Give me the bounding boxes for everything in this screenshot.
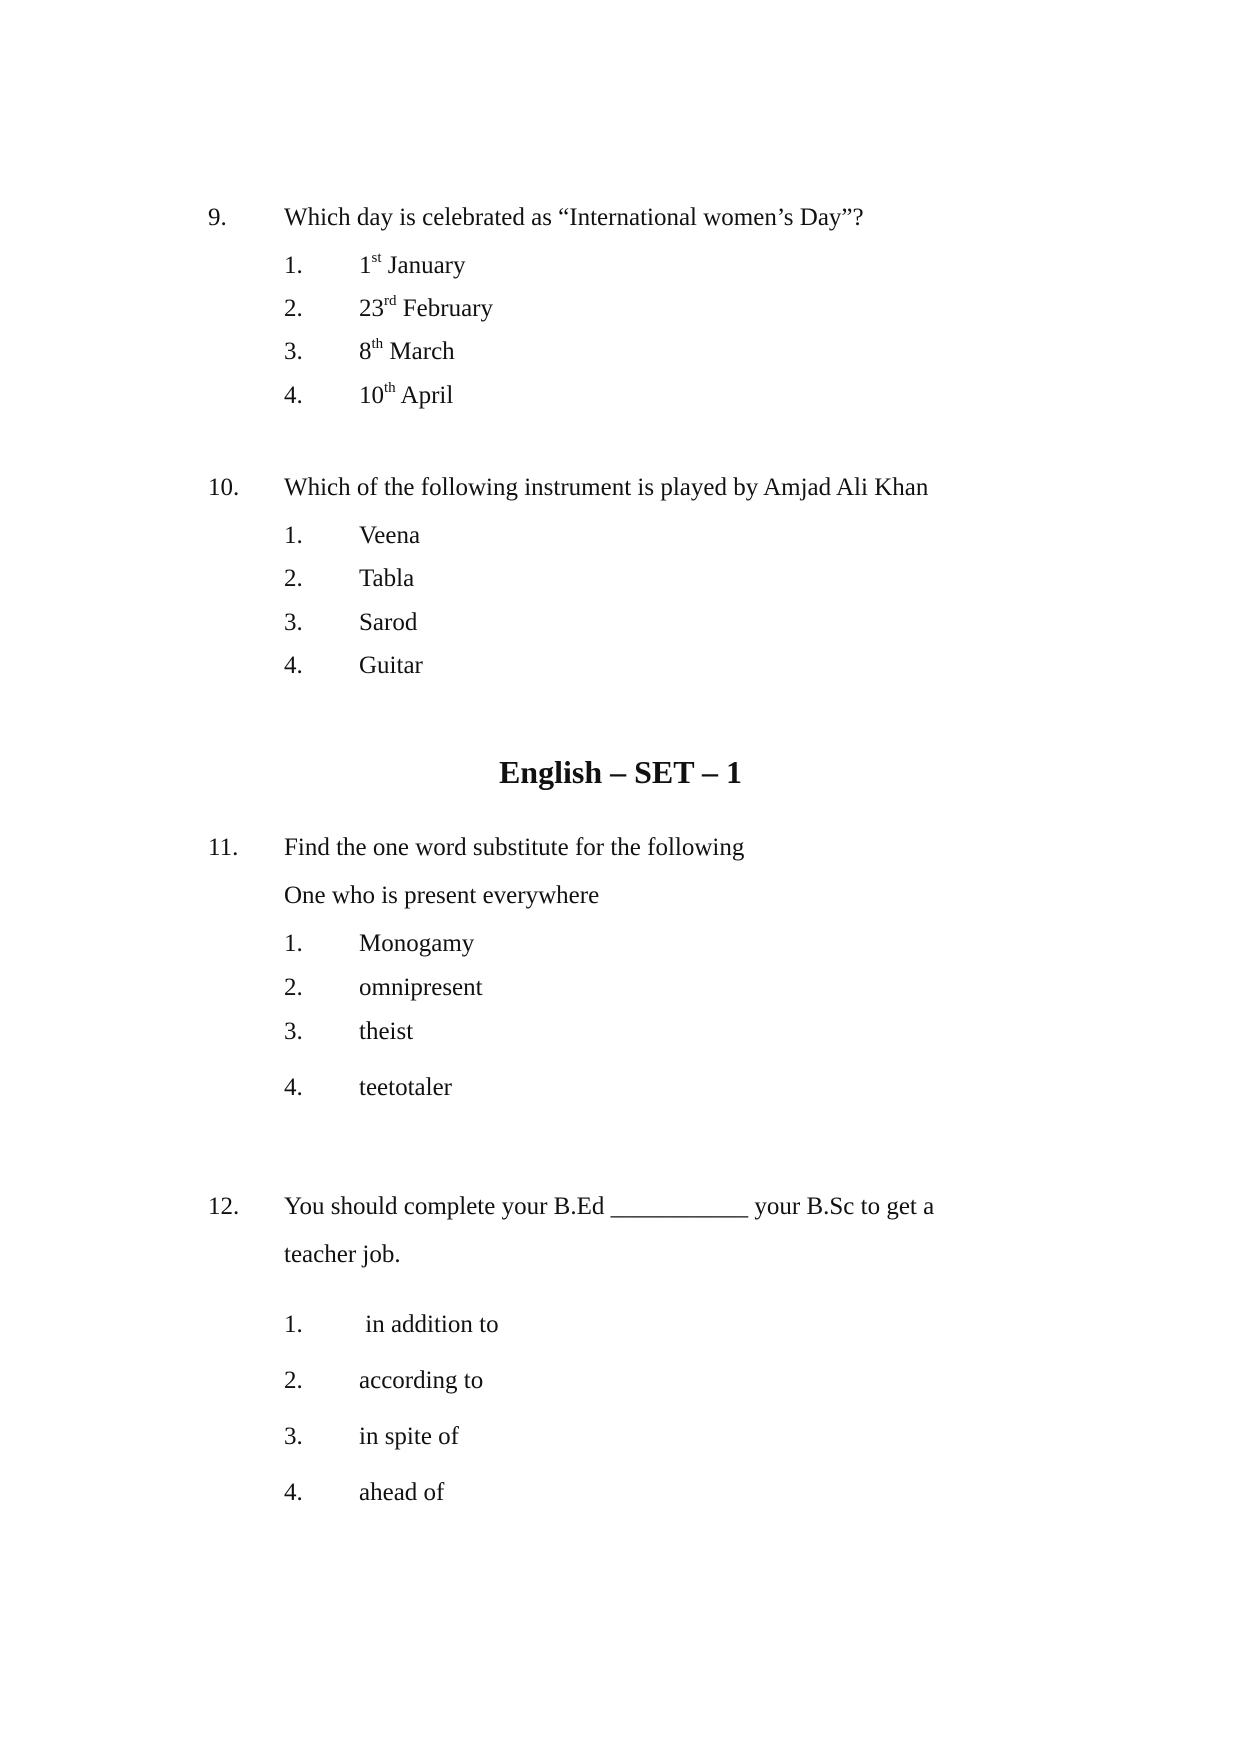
option-text: Tabla bbox=[359, 565, 415, 592]
question-stem-line-2: One who is present everywhere bbox=[284, 882, 600, 909]
option-number: 4. bbox=[284, 382, 303, 409]
question-stem: Which day is celebrated as “International women’s Day”? bbox=[284, 204, 864, 231]
option-text: ahead of bbox=[359, 1479, 445, 1506]
option-text: Sarod bbox=[359, 609, 418, 636]
option-number: 2. bbox=[284, 1367, 303, 1394]
option-text: Monogamy bbox=[359, 930, 475, 957]
option-number: 4. bbox=[284, 1074, 303, 1101]
option-number: 3. bbox=[284, 609, 303, 636]
option-text: 1st January bbox=[359, 250, 466, 279]
option-text: theist bbox=[359, 1018, 414, 1045]
option-text: according to bbox=[359, 1367, 484, 1394]
option-number: 2. bbox=[284, 565, 303, 592]
option-text: in spite of bbox=[359, 1423, 459, 1450]
option-number: 4. bbox=[284, 652, 303, 679]
option-number: 3. bbox=[284, 1423, 303, 1450]
option-text: teetotaler bbox=[359, 1074, 452, 1101]
option-text: Guitar bbox=[359, 652, 423, 679]
option-number: 1. bbox=[284, 252, 303, 279]
option-number: 2. bbox=[284, 295, 303, 322]
option-number: 1. bbox=[284, 522, 303, 549]
question-number: 11. bbox=[208, 834, 239, 861]
option-number: 3. bbox=[284, 338, 303, 365]
option-text: Veena bbox=[359, 522, 421, 549]
option-text: omnipresent bbox=[359, 974, 483, 1001]
option-text: 23rd February bbox=[359, 293, 493, 322]
option-number: 3. bbox=[284, 1018, 303, 1045]
section-heading: English – SET – 1 bbox=[498, 754, 743, 790]
question-number: 9. bbox=[208, 204, 227, 231]
option-text: in addition to bbox=[359, 1311, 499, 1338]
question-stem: Which of the following instrument is played by Amjad Ali Khan bbox=[284, 474, 929, 501]
option-text: 8th March bbox=[359, 336, 455, 365]
option-number: 2. bbox=[284, 974, 303, 1001]
option-number: 4. bbox=[284, 1479, 303, 1506]
question-number: 10. bbox=[208, 474, 240, 501]
question-stem: Find the one word substitute for the following bbox=[284, 834, 745, 861]
question-stem: You should complete your B.Ed ___________ your B.Sc to get a bbox=[284, 1193, 935, 1220]
question-number: 12. bbox=[208, 1193, 240, 1220]
option-number: 1. bbox=[284, 1311, 303, 1338]
option-number: 1. bbox=[284, 930, 303, 957]
question-stem-line-2: teacher job. bbox=[284, 1241, 401, 1268]
option-text: 10th April bbox=[359, 380, 454, 409]
